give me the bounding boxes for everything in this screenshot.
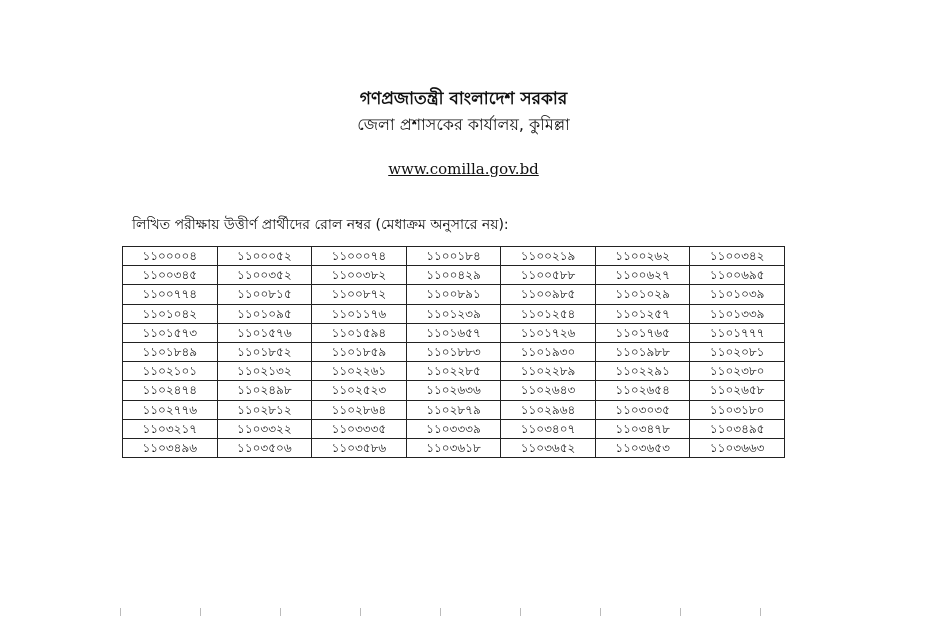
roll-number-cell: ১১০১৭৭৭ — [690, 323, 785, 342]
table-row — [123, 323, 785, 342]
roll-number-cell: ১১০১৩৩৯ — [690, 304, 785, 323]
government-title: গণপ্রজাতন্ত্রী বাংলাদেশ সরকার — [359, 89, 568, 109]
roll-number-cell: ১১০৩৪৯৬ — [123, 438, 218, 457]
roll-number-cell: ১১০৩১৮০ — [690, 400, 785, 419]
roll-number-table — [122, 246, 785, 458]
table-row — [123, 419, 785, 438]
roll-number-cell: ১১০১৮৮৩ — [406, 342, 501, 361]
table-row — [123, 400, 785, 419]
roll-number-cell: ১১০০০৭৪ — [312, 247, 407, 266]
roll-number-cell: ১১০০২১৯ — [501, 247, 596, 266]
roll-number-cell: ১১০১২৫৪ — [501, 304, 596, 323]
table-row — [123, 304, 785, 323]
roll-number-cell: ১১০২১৩২ — [217, 362, 312, 381]
roll-number-cell: ১১০১০৩৯ — [690, 285, 785, 304]
roll-number-cell: ১১০০৮১৫ — [217, 285, 312, 304]
roll-number-cell: ১১০২২৯১ — [595, 362, 690, 381]
roll-number-cell: ১১০০৩৫২ — [217, 266, 312, 285]
roll-number-cell: ১১০০৬২৭ — [595, 266, 690, 285]
roll-number-cell: ১১০০৩৮২ — [312, 266, 407, 285]
table-row — [123, 266, 785, 285]
roll-number-cell: ১১০২৩৮০ — [690, 362, 785, 381]
table-row — [123, 381, 785, 400]
roll-number-cell: ১১০২৬৫৪ — [595, 381, 690, 400]
website-link[interactable]: www.comilla.gov.bd — [388, 160, 539, 178]
roll-number-cell: ১১০১০৯৫ — [217, 304, 312, 323]
table-row — [123, 342, 785, 361]
roll-number-cell: ১১০০০৫২ — [217, 247, 312, 266]
roll-number-cell: ১১০৩০৩৫ — [595, 400, 690, 419]
roll-number-cell: ১১০৩৩৩৫ — [312, 419, 407, 438]
roll-number-cell: ১১০১২৩৯ — [406, 304, 501, 323]
roll-number-cell: ১১০৩৫০৬ — [217, 438, 312, 457]
table-row — [123, 362, 785, 381]
roll-number-cell: ১১০৩২১৭ — [123, 419, 218, 438]
roll-number-cell: ১১০২৮৭৯ — [406, 400, 501, 419]
roll-number-cell: ১১০২৪৯৮ — [217, 381, 312, 400]
table-row — [123, 247, 785, 266]
roll-number-cell: ১১০২৬৪৩ — [501, 381, 596, 400]
roll-number-cell: ১১০৩৪৭৮ — [595, 419, 690, 438]
roll-number-cell: ১১০৩৬১৮ — [406, 438, 501, 457]
roll-number-cell: ১১০১৭২৬ — [501, 323, 596, 342]
roll-number-cell: ১১০০৩৪৫ — [123, 266, 218, 285]
roll-number-cell: ১১০২২৬১ — [312, 362, 407, 381]
roll-number-cell: ১১০২২৮৯ — [501, 362, 596, 381]
roll-number-cell: ১১০৩৫৮৬ — [312, 438, 407, 457]
roll-number-cell: ১১০০৪২৯ — [406, 266, 501, 285]
roll-number-cell: ১১০১৯৮৮ — [595, 342, 690, 361]
roll-number-cell: ১১০২৯৬৪ — [501, 400, 596, 419]
roll-number-cell: ১১০০২৬২ — [595, 247, 690, 266]
roll-number-cell: ১১০৩৬৫২ — [501, 438, 596, 457]
roll-number-cell: ১১০১৯৩০ — [501, 342, 596, 361]
roll-number-cell: ১১০০৭৭৪ — [123, 285, 218, 304]
roll-number-cell: ১১০০৬৯৫ — [690, 266, 785, 285]
roll-number-cell: ১১০১৮৫২ — [217, 342, 312, 361]
page-footer-marks — [100, 608, 820, 616]
roll-number-cell: ১১০১৭৬৫ — [595, 323, 690, 342]
roll-number-cell: ১১০০৩৪২ — [690, 247, 785, 266]
office-subtitle: জেলা প্রশাসকের কার্যালয়, কুমিল্লা — [357, 115, 570, 134]
roll-number-cell: ১১০২৪৭৪ — [123, 381, 218, 400]
roll-number-cell: ১১০০৫৮৮ — [501, 266, 596, 285]
roll-number-cell: ১১০১৫৭৩ — [123, 323, 218, 342]
roll-number-cell: ১১০০৮৭২ — [312, 285, 407, 304]
roll-number-cell: ১১০১৫৭৬ — [217, 323, 312, 342]
roll-number-cell: ১১০১৬৫৭ — [406, 323, 501, 342]
roll-number-cell: ১১০৩৬৬৩ — [690, 438, 785, 457]
roll-number-cell: ১১০২৬৫৮ — [690, 381, 785, 400]
roll-number-cell: ১১০১২৫৭ — [595, 304, 690, 323]
roll-number-cell: ১১০৩৪০৭ — [501, 419, 596, 438]
roll-number-cell: ১১০১০২৯ — [595, 285, 690, 304]
roll-number-cell: ১১০২৮১২ — [217, 400, 312, 419]
roll-number-cell: ১১০১১৭৬ — [312, 304, 407, 323]
roll-number-cell: ১১০০৯৮৫ — [501, 285, 596, 304]
roll-number-cell: ১১০২৫২৩ — [312, 381, 407, 400]
roll-number-cell: ১১০২৮৬৪ — [312, 400, 407, 419]
table-row — [123, 438, 785, 457]
roll-number-cell: ১১০১৮৪৯ — [123, 342, 218, 361]
roll-number-cell: ১১০২০৮১ — [690, 342, 785, 361]
roll-number-cell: ১১০০৮৯১ — [406, 285, 501, 304]
roll-number-cell: ১১০১৫৯৪ — [312, 323, 407, 342]
roll-number-cell: ১১০২১০১ — [123, 362, 218, 381]
table-row — [123, 285, 785, 304]
roll-number-cell: ১১০৩৩২২ — [217, 419, 312, 438]
roll-list-heading: লিখিত পরীক্ষায় উত্তীর্ণ প্রার্থীদের রোল নম্বর (মেধাক্রম অনুসারে নয়): — [132, 217, 509, 233]
roll-number-cell: ১১০৩৪৯৫ — [690, 419, 785, 438]
roll-number-cell: ১১০২৬৩৬ — [406, 381, 501, 400]
roll-number-cell: ১১০৩৬৫৩ — [595, 438, 690, 457]
roll-number-cell: ১১০০১৮৪ — [406, 247, 501, 266]
roll-number-cell: ১১০২৭৭৬ — [123, 400, 218, 419]
roll-number-cell: ১১০২২৮৫ — [406, 362, 501, 381]
roll-number-cell: ১১০১৮৫৯ — [312, 342, 407, 361]
roll-number-cell: ১১০১০৪২ — [123, 304, 218, 323]
roll-number-cell: ১১০৩৩৩৯ — [406, 419, 501, 438]
roll-number-cell: ১১০০০০৪ — [123, 247, 218, 266]
